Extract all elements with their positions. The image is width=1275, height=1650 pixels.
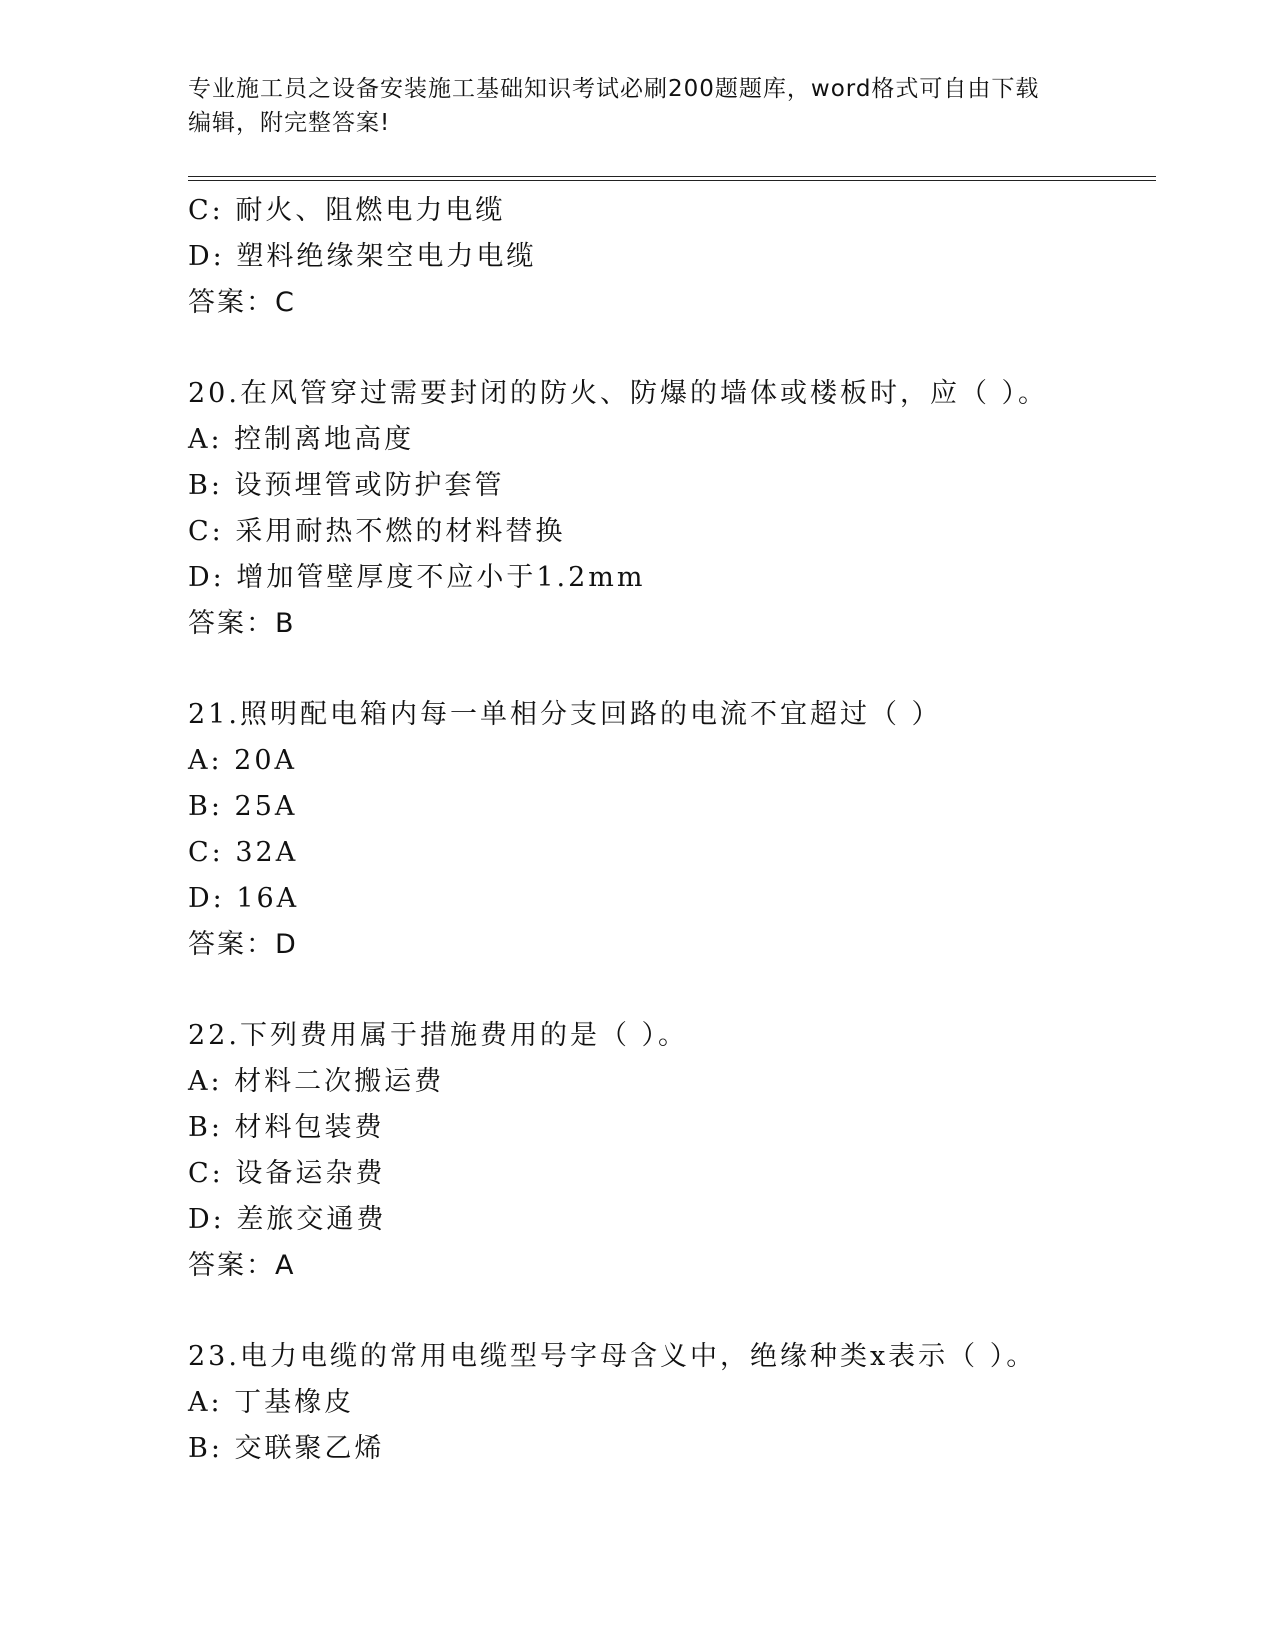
answer-line: 答案：D <box>188 929 298 960</box>
answer-line: 答案：A <box>188 1250 296 1281</box>
question-block-21 <box>188 692 1156 968</box>
option-b: B: 25A <box>188 791 298 822</box>
question-text: 21.照明配电箱内每一单相分支回路的电流不宜超过（ ） <box>188 699 942 730</box>
option-a: A: 材料二次搬运费 <box>188 1066 445 1097</box>
option-a: A: 丁基橡皮 <box>188 1387 355 1418</box>
option-c: C: 设备运杂费 <box>188 1158 386 1189</box>
page-header <box>188 72 1088 140</box>
question-block-20 <box>188 371 1156 647</box>
option-d: D: 塑料绝缘架空电力电缆 <box>188 241 537 272</box>
question-text: 20.在风管穿过需要封闭的防火、防爆的墙体或楼板时，应（ ）。 <box>188 378 1049 409</box>
option-a: A: 控制离地高度 <box>188 424 415 455</box>
spacer <box>188 1289 1156 1334</box>
option-c: C: 32A <box>188 837 299 868</box>
spacer <box>188 968 1156 1013</box>
option-d: D: 增加管壁厚度不应小于1.2mm <box>188 562 646 593</box>
option-b: B: 设预埋管或防护套管 <box>188 470 505 501</box>
header-double-rule <box>188 176 1156 181</box>
question-list <box>188 188 1156 1472</box>
answer-line: 答案：B <box>188 608 296 639</box>
option-c: C: 耐火、阻燃电力电缆 <box>188 195 506 226</box>
option-c: C: 采用耐热不燃的材料替换 <box>188 516 566 547</box>
option-b: B: 材料包装费 <box>188 1112 385 1143</box>
question-block-19 <box>188 188 1156 326</box>
spacer <box>188 326 1156 371</box>
spacer <box>188 647 1156 692</box>
question-text: 23.电力电缆的常用电缆型号字母含义中，绝缘种类x表示（ ）。 <box>188 1341 1037 1372</box>
question-block-22 <box>188 1013 1156 1289</box>
question-block-23 <box>188 1334 1156 1472</box>
question-text: 22.下列费用属于措施费用的是（ ）。 <box>188 1020 689 1051</box>
header-title-line-1: 专业施工员之设备安装施工基础知识考试必刷200题题库，word格式可自由下载 <box>188 76 1040 102</box>
option-a: A: 20A <box>188 745 298 776</box>
option-d: D: 差旅交通费 <box>188 1204 387 1235</box>
option-b: B: 交联聚乙烯 <box>188 1433 385 1464</box>
option-d: D: 16A <box>188 883 300 914</box>
header-title-line-2: 编辑，附完整答案! <box>188 110 391 136</box>
answer-line: 答案：C <box>188 287 296 318</box>
